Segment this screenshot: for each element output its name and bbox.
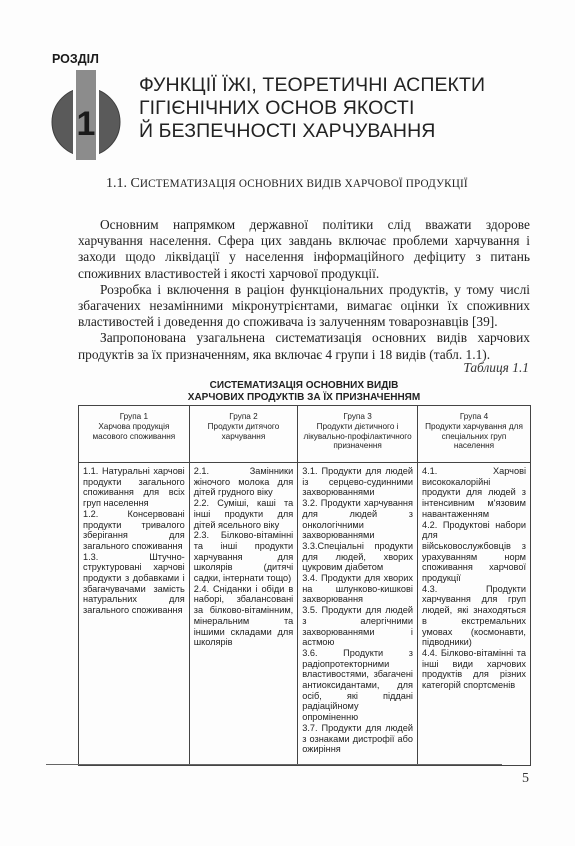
group-3-cell [298,463,418,766]
section-label: РОЗДІЛ [52,52,99,66]
table-title-line-2: ХАРЧОВИХ ПРОДУКТІВ ЗА ЇХ ПРИЗНАЧЕННЯМ [187,391,421,403]
table-item: 3.1. Продукти для людей із серцево-судинними захворюваннями [302,466,413,498]
header-group-2 [189,406,297,463]
table-item: 1.3. Штучно-структуровані харчові продукти з добавками і збагачувачами замість натуральних для загального споживання [83,551,185,616]
footer-rule [46,764,502,765]
section-title [106,176,526,192]
header-group-3 [298,406,418,463]
header-group-description: Продукти дитячого харчування [207,422,280,441]
section-first-letter: С [130,176,140,191]
table-title-line-1: СИСТЕМАТИЗАЦІЯ ОСНОВНИХ ВИДІВ [209,380,399,391]
table-item: 3.3.Спеціальні продукти для людей, хворих цукровим діабетом [302,540,413,573]
table-caption: Таблиця 1.1 [463,360,529,375]
table-item: 4.4. Білково-вітамінні та інші види харчових продуктів для різних категорій спортсменів [421,647,526,691]
group-1-cell [79,463,190,766]
header-group-4 [417,406,530,463]
table-item: 2.4. Сніданки і обіди в наборі, збалансовані за білково-вітамінним, мінеральним та іншими складами для школярів [193,583,294,648]
section-title-text: ИСТЕМАТИЗАЦІЯ ОСНОВНИХ ВИДІВ ХАРЧОВОЇ ПРОДУКЦІЇ [139,178,468,190]
header-group-label: Група 3 [343,412,372,421]
header-group-label: Група 2 [229,412,258,421]
body-text [78,217,530,363]
chapter-title-line-2: ГІГІЄНІЧНИХ ОСНОВ ЯКОСТІ [139,97,415,119]
classification-table [78,405,531,766]
table-header-row [79,406,531,463]
table-item: 3.7. Продукти для людей з ознаками дистрофії або ожиріння [302,722,413,755]
table-item: 2.3. Білково-вітамінні та інші продукти харчування для школярів (дитячі садки, інтернати тощо) [193,530,294,584]
chapter-badge [50,52,122,170]
paragraph-1: Основним напрямком державної політики слід вважати здорове харчування населення. Сфера цих завдань включає проблеми харчування і заходи щодо ліквідації у населення інформаційного дефіциту з питань споживних властивостей і якості харчової продукції. [78,217,530,281]
section-number: 1.1. [106,176,127,191]
chapter-number: 1 [76,105,96,143]
table-item: 4.2. Продуктові набори для військовослужбовців з урахуванням норм споживання харчової продукції [421,519,526,584]
chapter-title-line-1: ФУНКЦІЇ ЇЖІ, ТЕОРЕТИЧНІ АСПЕКТИ [139,74,486,96]
header-group-label: Група 4 [459,412,489,421]
group-2-cell [189,463,297,766]
header-group-description: Продукти дієтичного і лікувально-профілактичного призначення [303,422,412,450]
table-item: 4.3. Продукти харчування для груп людей, які знаходяться в екстремальних умовах (космонавти, підводники) [421,583,526,648]
chapter-title-line-3: Й БЕЗПЕЧНОСТІ ХАРЧУВАННЯ [139,120,436,142]
header-group-description: Продукти харчування для спеціальних груп населення [425,422,523,450]
table-item: 1.1. Натуральні харчові продукти загального споживання для всіх груп населення [83,466,185,509]
header-group-label: Група 1 [119,412,149,421]
table-item: 1.2. Консервовані продукти тривалого зберігання для загального споживання [83,508,185,551]
table-item: 3.5. Продукти для людей з алергічними захворюваннями і астмою [302,605,413,648]
chapter-title [139,74,539,143]
table-item: 3.4. Продукти для хворих на шлунково-кишкові захворювання [302,573,413,605]
header-group-description: Харчова продукція масового споживання [92,422,176,441]
table-item: 3.2. Продукти харчування для людей з онкологічними захворюваннями [302,498,413,541]
paragraph-3: Запропонована узагальнена систематизація основних видів харчових продуктів за їх призначенням, яка включає 4 групи і 18 видів (табл. 1.1). [78,330,530,362]
page-number: 5 [522,771,529,786]
table-title [78,380,530,403]
header-group-1 [79,406,190,463]
table-body-row [79,463,531,766]
table-item: 3.6. Продукти з радіопротекторними властивостями, збагачені антиоксидантами, для осіб, які піддані радіаційному опроміненню [302,647,413,723]
table-item: 4.1. Харчові висококалорійні продукти для людей з інтенсивним м'язовим навантаженням [421,466,526,519]
group-4-cell [417,463,530,766]
table-item: 2.2. Суміші, каші та інші продукти для дітей ясельного віку [193,498,294,530]
paragraph-2: Розробка і включення в раціон функціональних продуктів, у тому числі збагачених незамінними мікронутрієнтами, вимагає оцінки їх споживних властивостей і доведення до споживача із залученням товарознавців [39]. [78,281,530,330]
table-item: 2.1. Замінники жіночого молока для дітей грудного віку [193,466,294,498]
